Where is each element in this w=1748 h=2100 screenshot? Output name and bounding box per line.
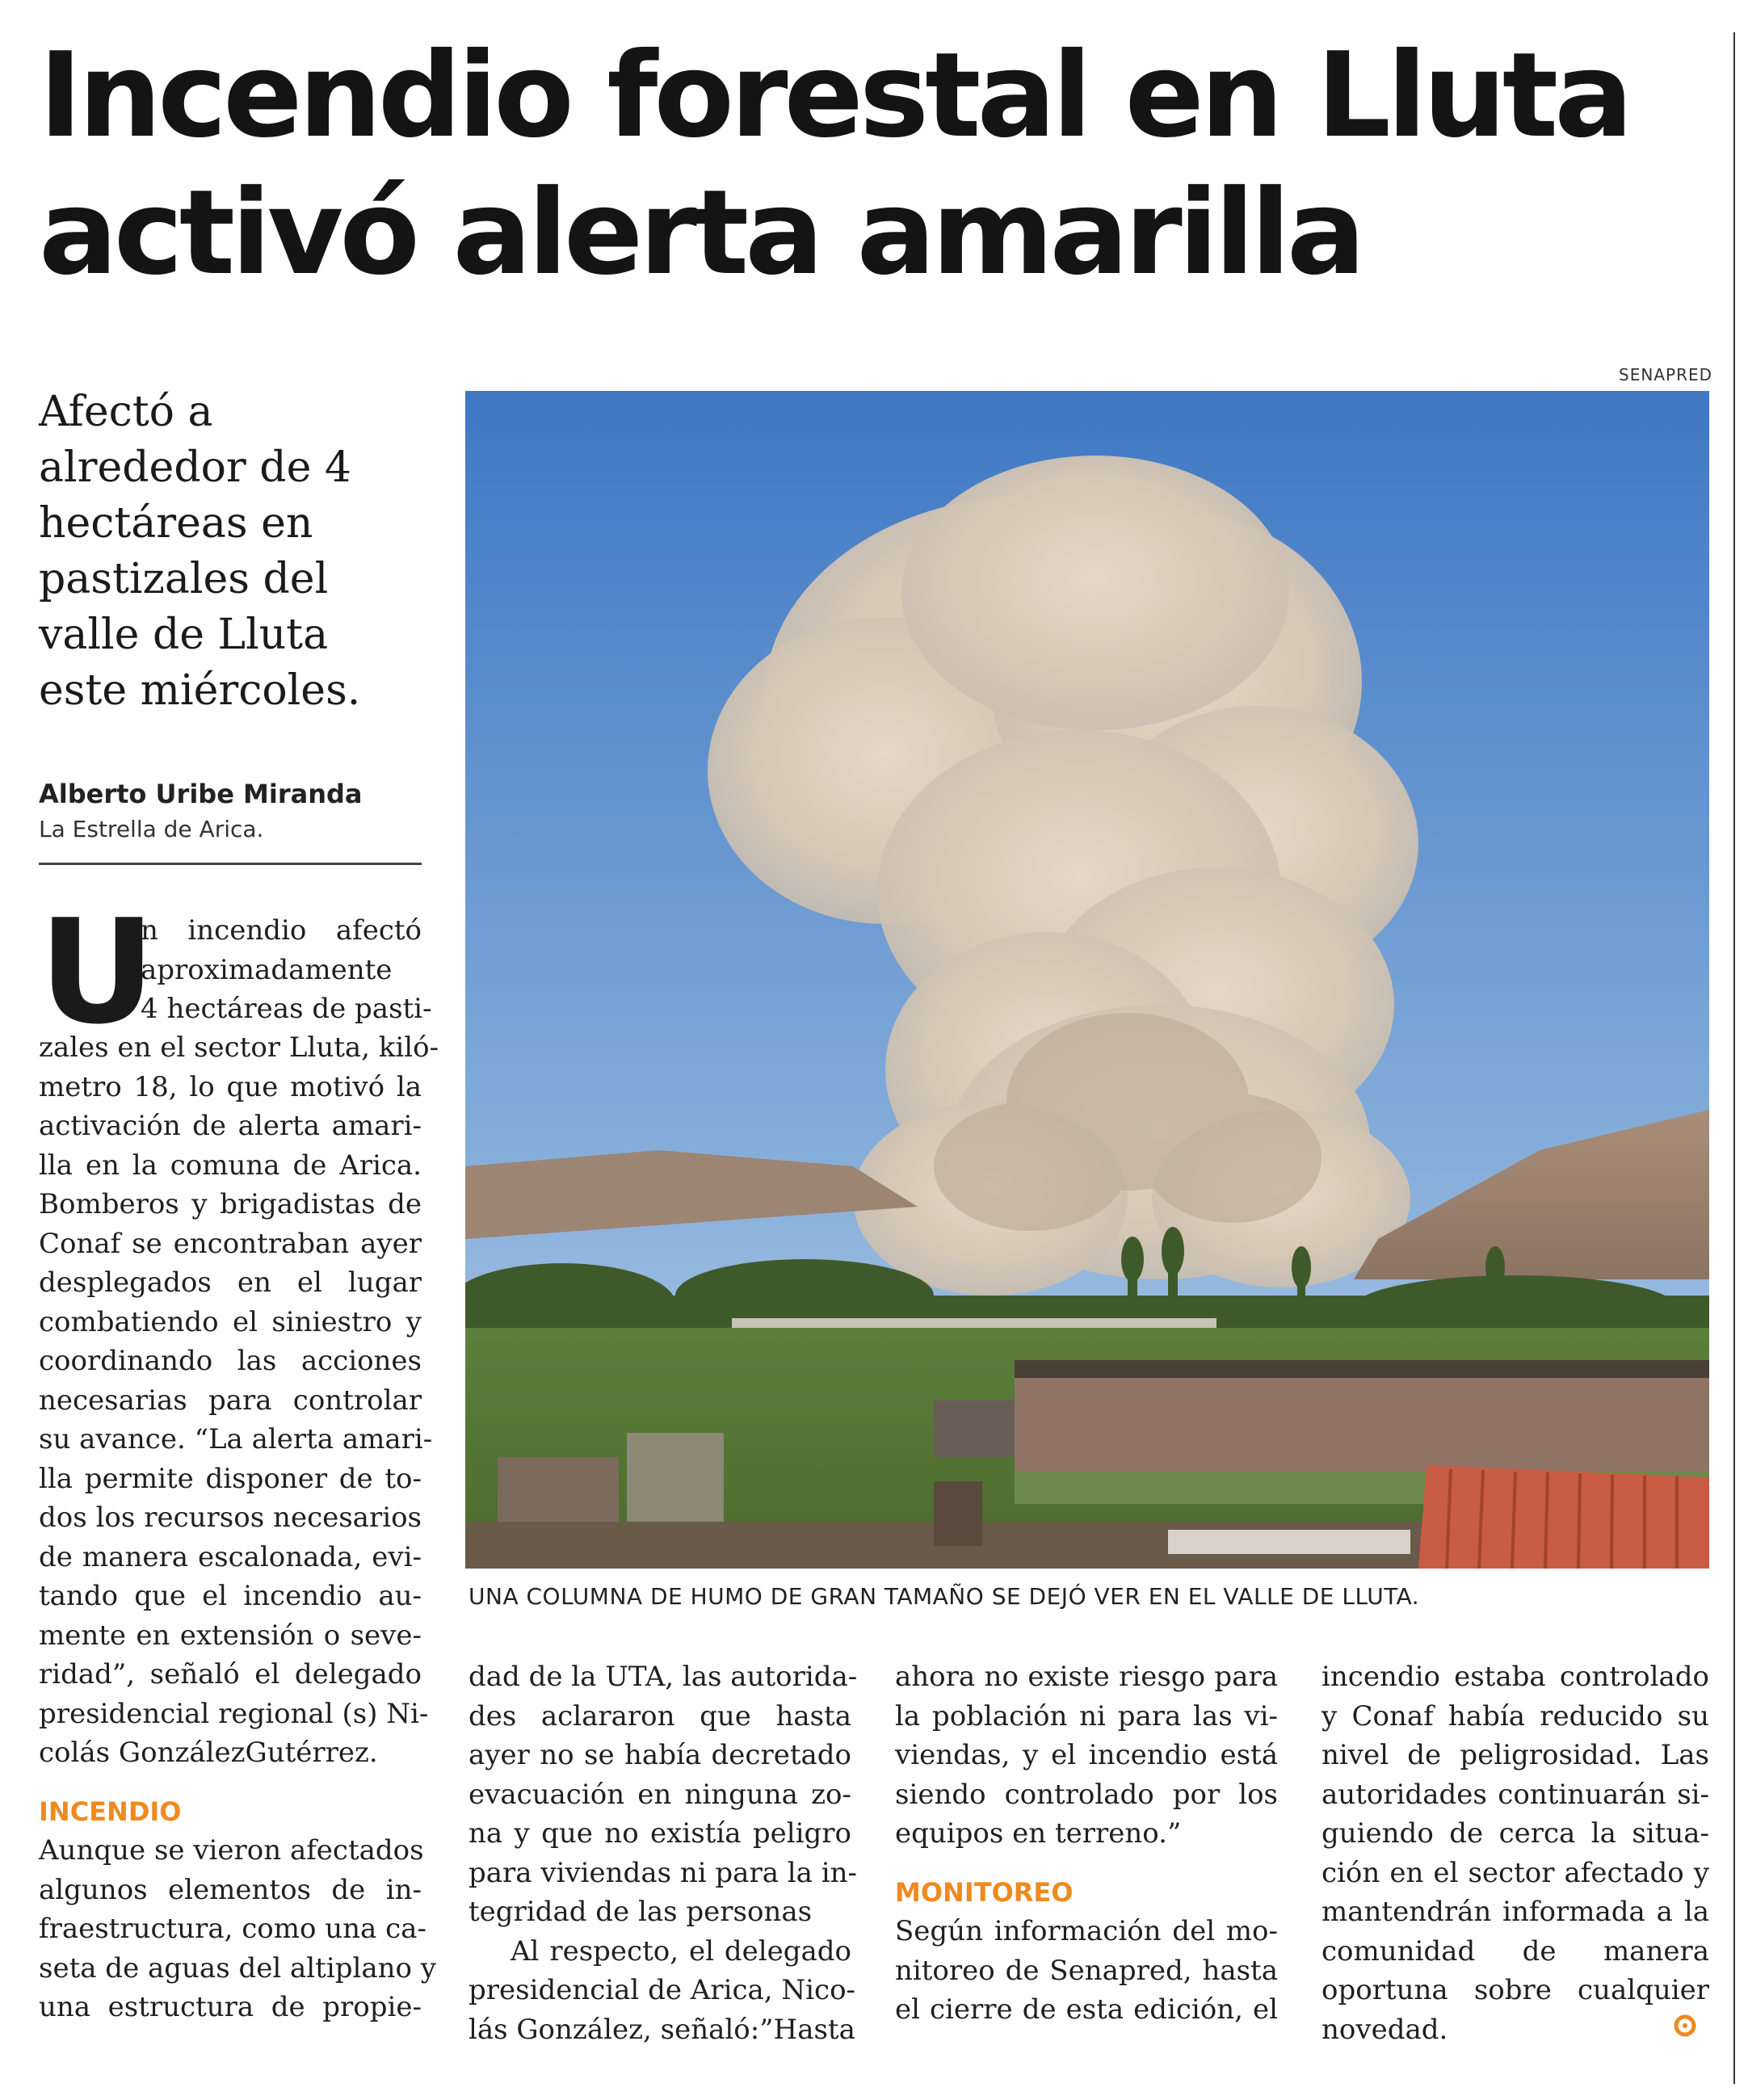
drop-cap: U [39, 888, 156, 1056]
body-line: lás González, señaló:”Hasta [469, 2013, 855, 2046]
body-line: algunos elementos de in- [39, 1873, 422, 1906]
body-line: n incendio afectó [141, 914, 422, 947]
body-line: evacuación en ninguna zo- [469, 1778, 851, 1811]
body-line: ahora no existe riesgo para [895, 1661, 1278, 1693]
body-line: tegridad de las personas [469, 1896, 813, 1928]
body-column-1-intro [141, 911, 432, 1029]
section-subhead: MONITOREO [895, 1876, 1074, 1908]
body-line: y Conaf había reducido su [1322, 1699, 1709, 1732]
section-subhead: INCENDIO [39, 1796, 182, 1827]
byline-divider [39, 863, 422, 865]
body-line: Según información del mo- [895, 1915, 1278, 1947]
spacer [39, 1773, 422, 1792]
body-line: oportuna sobre cualquier [1322, 1974, 1709, 2006]
body-column-2 [469, 1657, 858, 2049]
body-line: dos los recursos necesarios [39, 1502, 422, 1534]
deck-line: hectáreas en [39, 499, 313, 548]
body-column-1 [39, 1028, 439, 2027]
body-line: de manera escalonada, evi- [39, 1540, 422, 1573]
body-line: siendo controlado por los [895, 1778, 1278, 1811]
body-line: necesarias para controlar [39, 1384, 422, 1417]
body-line: ción en el sector afectado y [1322, 1856, 1709, 1889]
body-line: aproximadamente [141, 953, 393, 986]
body-line: ridad”, señaló el delegado [39, 1658, 422, 1690]
body-line: Aunque se vieron afectados [39, 1834, 424, 1867]
body-line: seta de aguas del altiplano y [39, 1951, 437, 1984]
deck-line: valle de Lluta [39, 611, 329, 659]
photo-smoke-column [465, 391, 1709, 1569]
deck-line: Afectó a [39, 388, 213, 436]
spacer [895, 1854, 1278, 1873]
body-line: dad de la UTA, las autorida- [469, 1661, 858, 1693]
body-line: viendas, y el incendio está [895, 1739, 1278, 1771]
body-line: tando que el incendio au- [39, 1580, 422, 1612]
body-line: para viviendas ni para la in- [469, 1856, 857, 1889]
body-column-3 [895, 1657, 1278, 2030]
body-line: su avance. “La alerta amari- [39, 1423, 433, 1455]
body-line: Conaf se encontraban ayer [39, 1227, 422, 1260]
body-line: ayer no se había decretado [469, 1739, 851, 1771]
body-line: combatiendo el siniestro y [39, 1305, 422, 1338]
body-line: lla permite disponer de to- [39, 1462, 422, 1495]
body-line: novedad. [1322, 2013, 1448, 2046]
deck-line: este miércoles. [39, 666, 361, 715]
body-line: 4 hectáreas de pasti- [141, 993, 432, 1025]
body-line: fraestructura, como una ca- [39, 1913, 426, 1945]
body-line: lla en la comuna de Arica. [39, 1149, 422, 1182]
body-line: mente en extensión o seve- [39, 1619, 422, 1652]
body-line: una estructura de propie- [39, 1991, 422, 2023]
body-line: desplegados en el lugar [39, 1266, 422, 1299]
photo-credit: SENAPRED [1619, 365, 1712, 384]
deck [39, 384, 443, 719]
body-line: guiendo de cerca la situa- [1322, 1817, 1709, 1850]
body-line: presidencial regional (s) Ni- [39, 1697, 429, 1730]
headline-line: activó alerta amarilla [39, 165, 1362, 301]
body-line: el cierre de esta edición, el [895, 1993, 1278, 2026]
headline [39, 27, 1711, 302]
byline-author: Alberto Uribe Miranda [39, 779, 363, 809]
body-column-4 [1322, 1657, 1709, 2049]
body-line: comunidad de manera [1322, 1934, 1709, 1968]
byline-outlet: La Estrella de Arica. [39, 816, 264, 842]
body-line: incendio estaba controlado [1322, 1661, 1709, 1693]
body-line: zales en el sector Lluta, kiló- [39, 1031, 439, 1064]
body-line: metro 18, lo que motivó la [39, 1070, 422, 1103]
body-line: colás GonzálezGutérrez. [39, 1737, 378, 1769]
headline-line: Incendio forestal en Lluta [39, 27, 1630, 164]
deck-line: pastizales del [39, 555, 329, 603]
body-line: coordinando las acciones [39, 1345, 422, 1377]
body-line: autoridades continuarán si- [1322, 1778, 1709, 1811]
body-line: equipos en terreno.” [895, 1817, 1182, 1850]
body-line: Al respecto, el delegado [511, 1934, 851, 1968]
body-line: la población ni para las vi- [895, 1699, 1278, 1732]
body-line: nitoreo de Senapred, hasta [895, 1954, 1278, 1987]
photo-caption: UNA COLUMNA DE HUMO DE GRAN TAMAÑO SE DEJÓ VER EN EL VALLE DE LLUTA. [469, 1583, 1420, 1610]
body-line: des aclararon que hasta [469, 1699, 851, 1732]
body-line: presidencial de Arica, Nico- [469, 1974, 856, 2006]
body-line: activación de alerta amari- [39, 1110, 422, 1142]
body-line: nivel de peligrosidad. Las [1322, 1739, 1709, 1771]
deck-line: alrededor de 4 [39, 443, 351, 492]
body-line: na y que no existía peligro [469, 1817, 851, 1850]
body-line: Bomberos y brigadistas de [39, 1188, 422, 1220]
body-line: mantendrán informada a la [1322, 1896, 1709, 1928]
end-mark-icon [1674, 2014, 1696, 2037]
page-edge-rule [1733, 32, 1735, 2084]
